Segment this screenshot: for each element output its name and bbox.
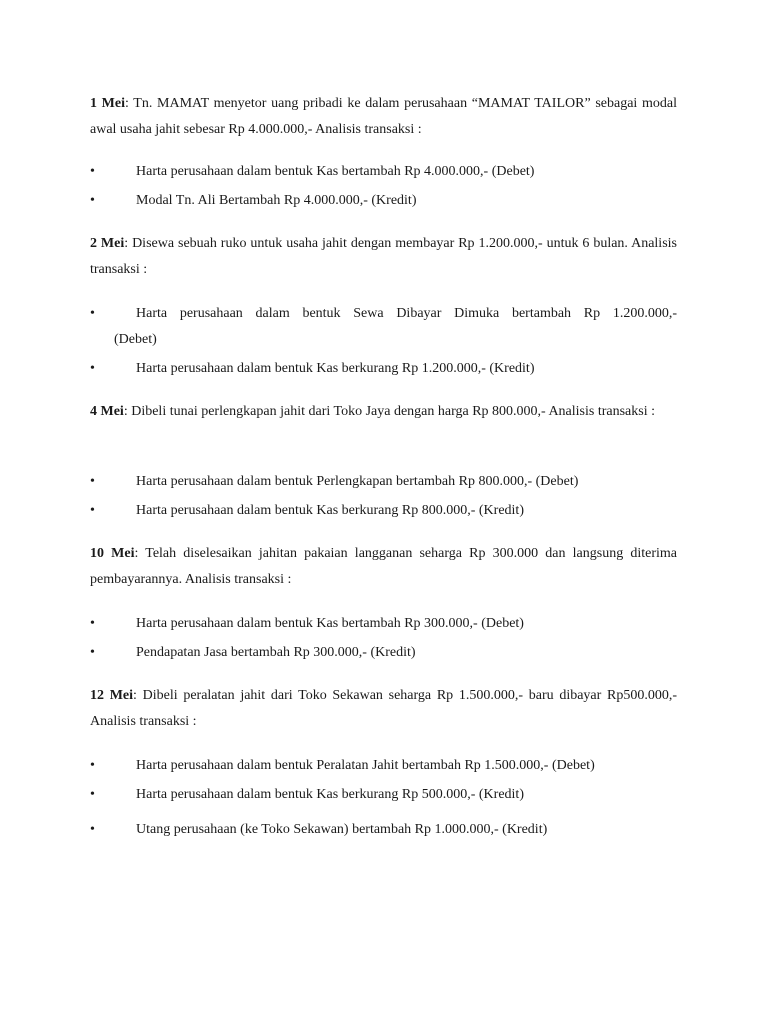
list-item-text: Harta perusahaan dalam bentuk Kas bertambah Rp 4.000.000,- (Debet)	[136, 164, 535, 179]
list-item-text: Utang perusahaan (ke Toko Sekawan) bertambah Rp 1.000.000,- (Kredit)	[136, 822, 548, 837]
entry-date: 12 Mei	[90, 688, 134, 703]
entry-2-heading	[90, 231, 677, 283]
list-item	[90, 469, 677, 495]
entry-text: : Dibeli peralatan jahit dari Toko Sekawan seharga Rp 1.500.000,- baru dibayar Rp500.000,- Analisis transaksi :	[90, 688, 677, 729]
entry-1-heading	[90, 91, 677, 143]
entry-date: 10 Mei	[90, 546, 135, 561]
list-item-text: (Debet)	[114, 332, 157, 347]
bullet-icon: •	[90, 758, 95, 773]
list-item-text: Pendapatan Jasa bertambah Rp 300.000,- (Kredit)	[136, 645, 416, 660]
entry-4-bullets	[90, 611, 677, 666]
bullet-icon: •	[90, 193, 95, 208]
bullet-icon: •	[90, 164, 95, 179]
list-item-text: Harta perusahaan dalam bentuk Kas bertambah Rp 300.000,- (Debet)	[136, 616, 524, 631]
entry-5-bullets	[90, 753, 677, 843]
list-item-text: Harta perusahaan dalam bentuk Kas berkurang Rp 800.000,- (Kredit)	[136, 503, 524, 518]
bullet-icon: •	[90, 306, 95, 321]
list-item	[90, 498, 677, 524]
list-item	[90, 356, 677, 382]
bullet-icon: •	[90, 361, 95, 376]
list-item-text: Harta perusahaan dalam bentuk Sewa Dibayar Dimuka bertambah Rp 1.200.000,-	[136, 306, 677, 321]
entry-3-bullets	[90, 469, 677, 524]
bullet-icon: •	[90, 616, 95, 631]
list-item-text: Modal Tn. Ali Bertambah Rp 4.000.000,- (Kredit)	[136, 193, 417, 208]
entry-text: : Dibeli tunai perlengkapan jahit dari Toko Jaya dengan harga Rp 800.000,- Analisis transaksi :	[123, 404, 655, 419]
bullet-icon: •	[90, 474, 95, 489]
entry-date: 1 Mei	[90, 96, 125, 111]
list-item	[90, 159, 677, 185]
entry-3-heading	[90, 399, 677, 451]
entry-2-bullets	[90, 301, 677, 382]
bullet-icon: •	[90, 503, 95, 518]
list-item-text: Harta perusahaan dalam bentuk Kas berkurang Rp 500.000,- (Kredit)	[136, 787, 524, 802]
list-item-text: Harta perusahaan dalam bentuk Perlengkapan bertambah Rp 800.000,- (Debet)	[136, 474, 579, 489]
list-item	[90, 640, 677, 666]
entry-1-bullets	[90, 159, 677, 214]
bullet-icon: •	[90, 645, 95, 660]
entry-5-heading	[90, 683, 677, 735]
list-item	[90, 188, 677, 214]
document-page	[90, 91, 677, 843]
list-item	[90, 782, 677, 808]
entry-4-heading	[90, 541, 677, 593]
entry-text: : Telah diselesaikan jahitan pakaian langganan seharga Rp 300.000 dan langsung diterima pembayarannya. Analisis transaksi :	[90, 546, 677, 587]
bullet-icon: •	[90, 787, 95, 802]
entry-text: : Tn. MAMAT menyetor uang pribadi ke dalam perusahaan “MAMAT TAILOR” sebagai modal awal usaha jahit sebesar Rp 4.000.000,- Analisis transaksi :	[90, 96, 677, 137]
list-item	[90, 301, 677, 327]
entry-date: 4 Mei	[90, 404, 124, 419]
list-item	[90, 611, 677, 637]
entry-text: : Disewa sebuah ruko untuk usaha jahit dengan membayar Rp 1.200.000,- untuk 6 bulan. Analisis transaksi :	[90, 236, 677, 277]
list-item-text: Harta perusahaan dalam bentuk Kas berkurang Rp 1.200.000,- (Kredit)	[136, 361, 535, 376]
list-item-continuation	[90, 327, 677, 353]
entry-date: 2 Mei	[90, 236, 125, 251]
list-item	[90, 753, 677, 779]
list-item	[90, 817, 677, 843]
bullet-icon: •	[90, 822, 95, 837]
list-item-text: Harta perusahaan dalam bentuk Peralatan Jahit bertambah Rp 1.500.000,- (Debet)	[136, 758, 595, 773]
